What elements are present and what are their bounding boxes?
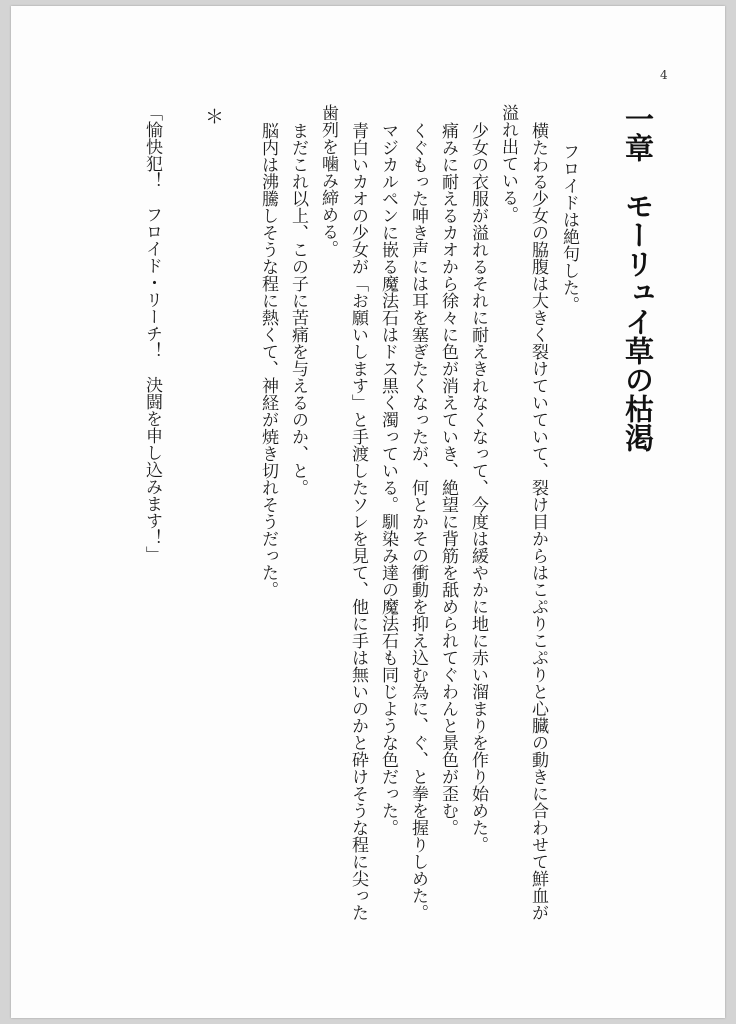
text-line-7: マジカルペンに嵌る魔法石はドス黒く濁っている。馴染み達の魔法石も同じような色だった。: [378, 122, 398, 836]
text-line-1: フロイドは絶句した。: [559, 143, 579, 313]
chapter-title: 一章 モーリュイ草の枯渇: [621, 104, 655, 452]
text-line-5: 痛みに耐えるカオから徐々に色が消えていき、絶望に背筋を舐められてぐわんと景色が歪む。: [438, 122, 458, 836]
book-page: [11, 6, 725, 1018]
text-line-10: まだこれ以上、この子に苦痛を与えるのか、と。: [288, 122, 308, 496]
text-line-11: 脳内は沸騰しそうな程に熱くて、神経が焼き切れそうだった。: [258, 122, 278, 598]
text-line-4: 少女の衣服が溢れるそれに耐えきれなくなって、今度は緩やかに地に赤い溜まりを作り始めた。: [468, 122, 488, 853]
scene-break-asterisk: ＊: [205, 106, 225, 128]
text-line-8: 青白いカオの少女が「お願いします」と手渡したソレを見て、他に手は無いのかと砕けそうな程に尖った: [348, 122, 368, 921]
text-line-2: 横たわる少女の脇腹は大きく裂けていていて、裂け目からはこぷりこぷりと心臓の動きに合わせて鮮血が: [528, 122, 548, 921]
text-line-6: くぐもった呻き声には耳を塞ぎたくなったが、何とかその衝動を抑え込む為に、ぐ、と拳を握りしめた。: [408, 122, 428, 921]
text-line-3: 溢れ出ている。: [498, 104, 518, 223]
page-number: 4: [660, 68, 668, 82]
dialogue-line: 「愉快犯！ フロイド・リーチ！ 決闘を申し込みます！」: [142, 104, 162, 563]
text-line-9: 歯列を噛み締める。: [318, 104, 338, 257]
